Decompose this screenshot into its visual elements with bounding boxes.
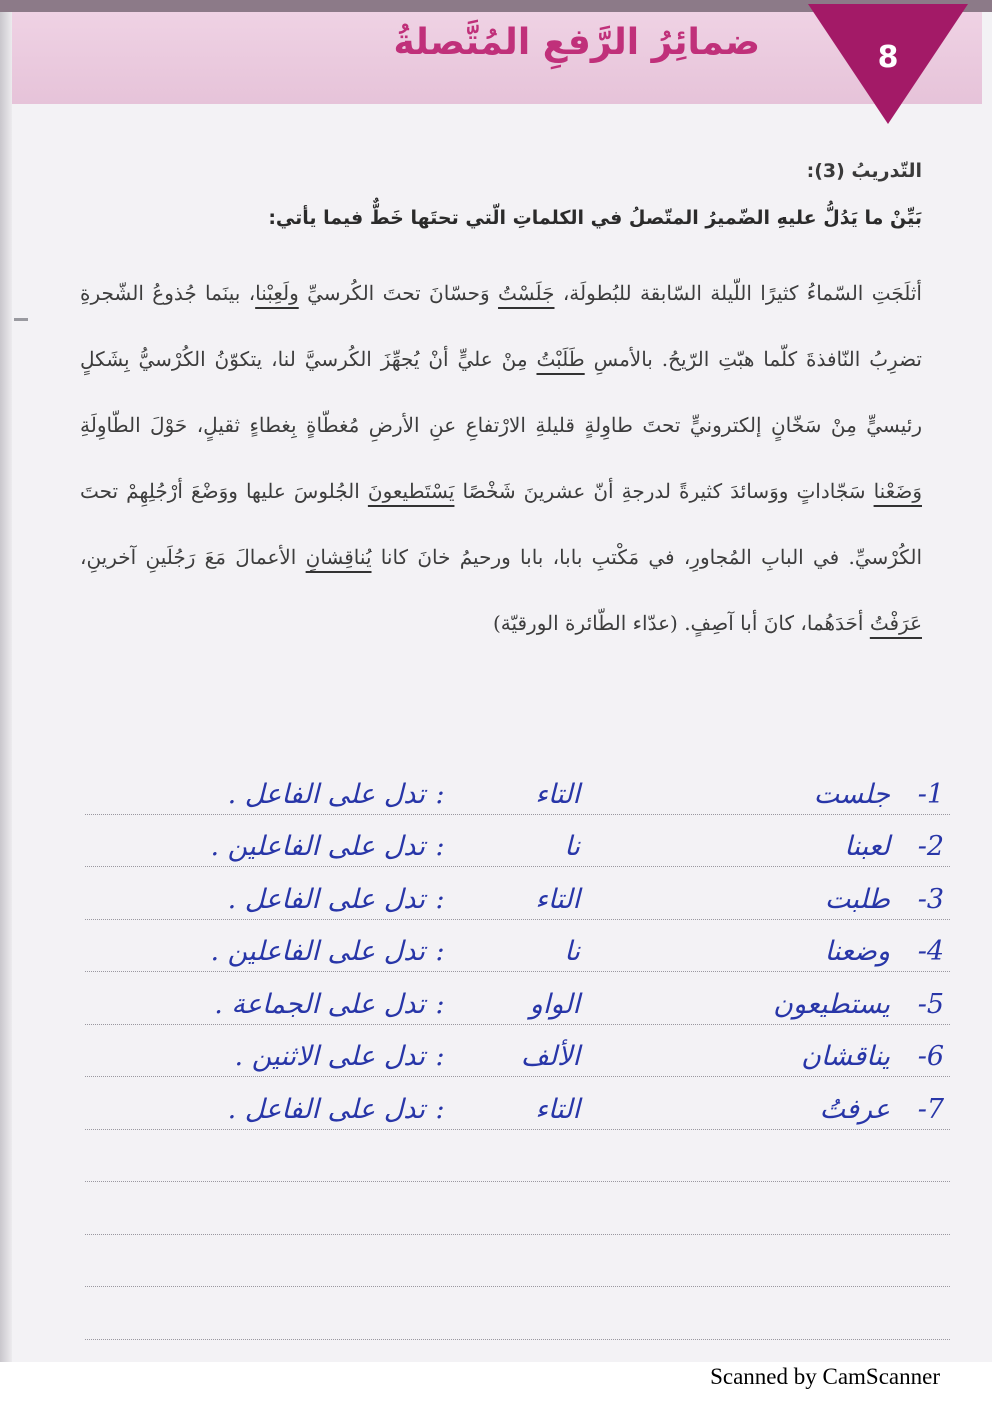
answer-pronoun: التاء: [535, 778, 580, 810]
exercise-label: التّدريبُ (3):: [806, 160, 922, 182]
answer-word: يناقشان: [801, 1041, 890, 1072]
answer-pronoun: الألف: [520, 1041, 580, 1072]
blank-answer-line[interactable]: [85, 1182, 950, 1235]
answer-number: 5-: [917, 988, 944, 1020]
answer-row[interactable]: [85, 1025, 950, 1078]
passage-text: أحَدَهُما، كانَ أبا آصِفٍ. (عدّاء الطّائرة الورقيّة): [492, 611, 870, 635]
answer-colon: :: [435, 831, 445, 862]
answer-number: 7-: [917, 1093, 944, 1125]
answer-colon: :: [435, 1093, 445, 1125]
underlined-word: يُناقِشانِ: [305, 545, 372, 569]
answer-colon: :: [435, 1041, 445, 1072]
answer-description: تدل على الاثنين .: [234, 1041, 425, 1072]
underlined-word: طَلَبْتُ: [536, 347, 585, 371]
answer-row[interactable]: [85, 1077, 950, 1130]
answer-row[interactable]: [85, 920, 950, 973]
answer-description: تدل على الفاعلين .: [210, 831, 425, 862]
answer-description: تدل على الجماعة .: [214, 988, 425, 1020]
answer-pronoun: نا: [564, 831, 580, 862]
underlined-word: ولَعِبْنا: [255, 281, 299, 305]
lesson-title: ضمائِرُ الرَّفعِ المُتَّصلةُ: [393, 22, 760, 63]
blank-answer-line[interactable]: [85, 1287, 950, 1340]
answer-description: تدل على الفاعل .: [227, 883, 425, 915]
answer-pronoun: الواو: [529, 988, 580, 1020]
answer-word: يستطيعون: [773, 988, 890, 1020]
exercise-instruction: بَيِّنْ ما يَدُلُّ عليهِ الضّميرُ المتّصلُ في الكلماتِ الّتي تحتَها خَطٌّ فيما يأتي:: [268, 207, 922, 229]
blank-answer-line[interactable]: [85, 1130, 950, 1183]
passage-text: الجُلوسَ عليها ووَضْعَ أرْجُلِهِمْ تحتَ الكُرْسيِّ. في البابِ المُجاورِ، في مَكْتبِ بابا، بابا ورحيمُ خانَ كانا: [80, 479, 922, 569]
answer-pronoun: نا: [564, 936, 580, 967]
answer-word: جلست: [813, 778, 890, 810]
answer-row[interactable]: [85, 762, 950, 815]
answer-word: طلبت: [824, 883, 890, 915]
answer-word: وضعنا: [824, 936, 890, 967]
answer-lines: [85, 762, 950, 1340]
passage-text: سَجّاداتٍ ووَسائدَ كثيرةً لدرجةِ أنّ عشرينَ شَخْصًا: [454, 479, 874, 503]
passage-text: ، بينَما جُذوعُ الشّجرةِ تضرِبُ النّافذةَ كلّما هبّتِ الرّيحُ. بالأمسِ: [80, 281, 922, 371]
answer-colon: :: [435, 988, 445, 1020]
answer-word: عرفتُ: [819, 1093, 890, 1125]
underlined-word: عَرَفْتُ: [869, 611, 922, 635]
blank-answer-line[interactable]: [85, 1235, 950, 1288]
reading-passage: [80, 260, 922, 656]
answer-pronoun: التاء: [535, 1093, 580, 1125]
underlined-word: يَسْتَطيعونَ: [367, 479, 455, 503]
answer-number: 6-: [917, 1041, 944, 1072]
answer-colon: :: [435, 883, 445, 915]
underlined-word: وَضَعْنا: [873, 479, 922, 503]
passage-text: الأعمالَ مَعَ رَجُلَينِ آخرينِ،: [80, 545, 306, 569]
answer-row[interactable]: [85, 867, 950, 920]
answer-number: 2-: [917, 831, 944, 862]
underlined-word: جَلَسْتُ: [498, 281, 555, 305]
lesson-number: 8: [877, 40, 899, 75]
passage-text: مِنْ عليٍّ أنْ يُجهِّزَ الكُرسيَّ لنا، يتكوّنُ الكُرْسيُّ بِشَكلٍ رئيسيٍّ مِنْ سَخّانٍ إلكترونيٍّ تحتَ طاوِلةٍ قليلةِ الارْتفاعِ عنِ الأرضِ مُغطّاةٍ بِغطاءٍ ثقيلٍ، حَوْلَ الطّاوِلَةِ: [80, 347, 922, 437]
answer-description: تدل على الفاعل .: [227, 778, 425, 810]
margin-mark: [14, 318, 28, 321]
answer-colon: :: [435, 936, 445, 967]
answer-row[interactable]: [85, 815, 950, 868]
scanner-watermark: Scanned by CamScanner: [710, 1364, 940, 1389]
passage-text: وَحسّانَ تحتَ الكُرسيِّ: [298, 281, 499, 305]
passage-text: أثلَجَتِ السّماءُ كثيرًا اللّيلة السّابقة للبُطولَة،: [554, 281, 922, 305]
answer-row[interactable]: [85, 972, 950, 1025]
answer-number: 3-: [917, 883, 944, 915]
answer-number: 1-: [917, 778, 944, 810]
answer-description: تدل على الفاعلين .: [210, 936, 425, 967]
answer-pronoun: التاء: [535, 883, 580, 915]
answer-description: تدل على الفاعل .: [227, 1093, 425, 1125]
page-edge-shadow: [0, 0, 12, 1362]
answer-word: لعبنا: [844, 831, 890, 862]
answer-number: 4-: [917, 936, 944, 967]
answer-colon: :: [435, 778, 445, 810]
